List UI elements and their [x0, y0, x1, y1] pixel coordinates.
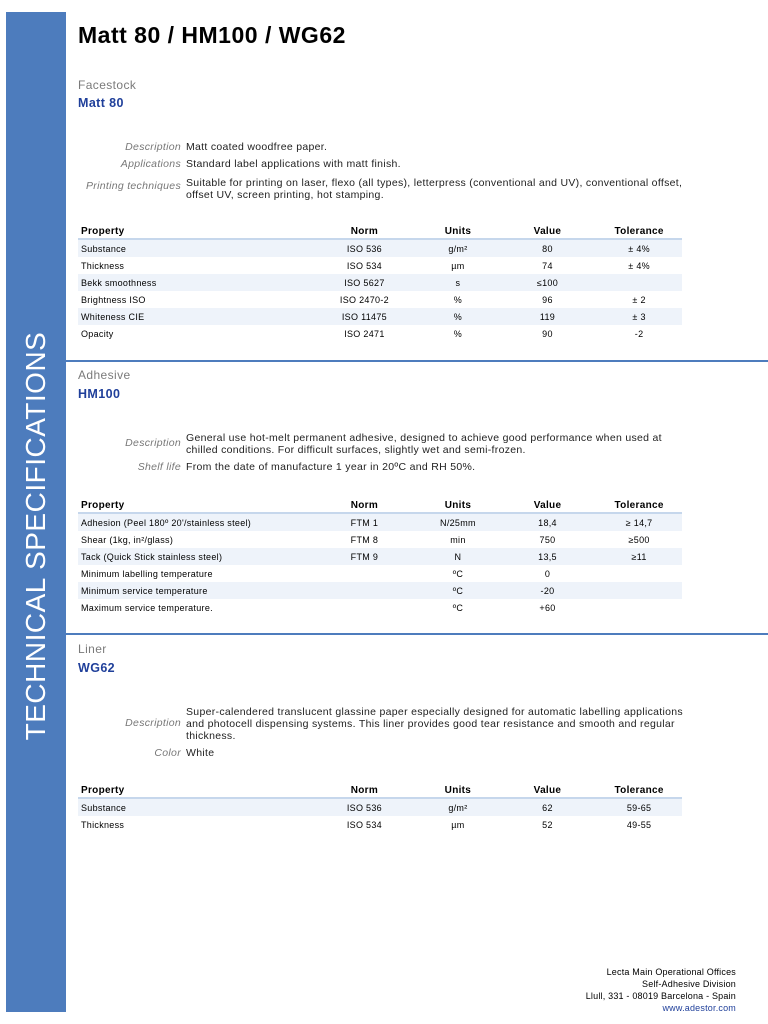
footer-office: Lecta Main Operational Offices: [606, 967, 736, 977]
tolerance-cell: ± 3: [596, 308, 682, 325]
value-cell: 90: [542, 328, 553, 339]
norm-cell: [312, 599, 417, 616]
norm-cell: FTM 9: [312, 548, 417, 565]
table-row: [78, 548, 682, 565]
tolerance-cell: [596, 274, 682, 291]
printing-techniques-value: Suitable for printing on laser, flexo (all types), letterpress (conventional and UV), conventional offset, offset UV, screen printing, hot stamping.: [186, 177, 683, 201]
col-units: Units: [417, 498, 499, 513]
property-cell: Maximum service temperature.: [81, 602, 213, 613]
table-row: [78, 257, 682, 274]
tolerance-cell: ≥ 14,7: [596, 513, 682, 531]
units-cell: µm: [451, 819, 465, 830]
value-cell: -20: [499, 582, 596, 599]
property-cell: Whiteness CIE: [78, 308, 312, 325]
section-divider: [66, 633, 768, 635]
adhesive-section-label: Adhesive: [78, 368, 131, 382]
units-cell: min: [450, 534, 466, 545]
facestock-product-name: Matt 80: [78, 96, 124, 110]
col-units: Units: [417, 783, 499, 798]
table-row: [78, 798, 682, 816]
adhesive-table: [78, 498, 682, 616]
table-row: [78, 274, 682, 291]
table-row: [78, 565, 682, 582]
col-tolerance: Tolerance: [596, 783, 682, 798]
color-key: Color: [154, 747, 181, 759]
adhesive-product-name: HM100: [78, 387, 121, 401]
col-property: Property: [78, 498, 312, 513]
description-value: Super-calendered translucent glassine paper especially designed for automatic labelling applications and photocell dispensing systems. This liner provides good tear resistance and smooth and regular thickness.: [186, 706, 683, 742]
norm-cell: [312, 565, 417, 582]
sidebar: [0, 0, 66, 1012]
table-row: [78, 599, 682, 616]
footer-address: Llull, 331 - 08019 Barcelona - Spain: [585, 991, 736, 1001]
footer: [586, 966, 736, 1014]
facestock-section-label: Facestock: [78, 78, 137, 92]
norm-cell: FTM 8: [350, 534, 379, 545]
norm-cell: ISO 534: [346, 819, 382, 830]
table-row: [78, 582, 682, 599]
property-cell: Brightness ISO: [81, 294, 146, 305]
section-divider: [66, 360, 768, 362]
table-row: [78, 291, 682, 308]
value-cell: 750: [539, 534, 556, 545]
units-cell: g/m²: [417, 239, 499, 257]
col-norm: Norm: [312, 783, 417, 798]
col-tolerance: Tolerance: [596, 224, 682, 239]
norm-cell: FTM 1: [312, 513, 417, 531]
facestock-table: [78, 224, 682, 342]
norm-cell: ISO 536: [312, 798, 417, 816]
table-row: [78, 308, 682, 325]
tolerance-cell: ± 4%: [628, 260, 650, 271]
table-row: [78, 513, 682, 531]
liner-product-name: WG62: [78, 661, 116, 675]
property-cell: Thickness: [81, 260, 125, 271]
col-units: Units: [417, 224, 499, 239]
applications-key: Applications: [120, 158, 181, 170]
printing-techniques-key: Printing techniques: [85, 180, 181, 192]
property-cell: Thickness: [81, 819, 125, 830]
col-value: Value: [499, 498, 596, 513]
property-cell: Substance: [78, 798, 312, 816]
units-cell: ºC: [452, 568, 464, 579]
norm-cell: ISO 534: [346, 260, 382, 271]
value-cell: +60: [539, 602, 556, 613]
norm-cell: ISO 536: [312, 239, 417, 257]
value-cell: 74: [542, 260, 553, 271]
units-cell: N/25mm: [417, 513, 499, 531]
table-header-row: [78, 498, 682, 513]
tolerance-cell: [596, 565, 682, 582]
page-title: Matt 80 / HM100 / WG62: [78, 22, 346, 48]
tolerance-cell: 59-65: [596, 798, 682, 816]
table-row: [78, 325, 682, 342]
units-cell: %: [417, 308, 499, 325]
norm-cell: ISO 2471: [344, 328, 385, 339]
shelf-life-key: Shelf life: [137, 461, 181, 473]
col-tolerance: Tolerance: [596, 498, 682, 513]
value-cell: ≤100: [499, 274, 596, 291]
units-cell: ºC: [452, 602, 464, 613]
description-key: Description: [125, 141, 181, 153]
footer-website-link[interactable]: www.adestor.com: [662, 1003, 736, 1013]
liner-section-label: Liner: [78, 642, 107, 656]
value-cell: 18,4: [499, 513, 596, 531]
norm-cell: ISO 5627: [312, 274, 417, 291]
description-key: Description: [125, 717, 181, 729]
col-value: Value: [499, 224, 596, 239]
units-cell: s: [417, 274, 499, 291]
sidebar-title: TECHNICAL SPECIFICATIONS: [20, 331, 51, 741]
value-cell: 62: [499, 798, 597, 816]
description-key: Description: [125, 437, 181, 449]
table-row: [78, 816, 682, 833]
units-cell: g/m²: [417, 798, 499, 816]
property-cell: Opacity: [81, 328, 114, 339]
value-cell: 119: [499, 308, 596, 325]
property-cell: Tack (Quick Stick stainless steel): [78, 548, 312, 565]
applications-value: Standard label applications with matt finish.: [186, 158, 401, 170]
tolerance-cell: ≥11: [596, 548, 682, 565]
value-cell: 13,5: [499, 548, 596, 565]
tolerance-cell: -2: [634, 328, 644, 339]
tolerance-cell: ≥500: [628, 534, 650, 545]
col-norm: Norm: [312, 498, 417, 513]
value-cell: 96: [542, 294, 553, 305]
property-cell: Adhesion (Peel 180º 20'/stainless steel): [78, 513, 312, 531]
description-value: Matt coated woodfree paper.: [186, 141, 328, 153]
col-property: Property: [78, 224, 312, 239]
tolerance-cell: [596, 599, 682, 616]
table-header-row: [78, 783, 682, 798]
property-cell: Minimum service temperature: [78, 582, 312, 599]
units-cell: %: [453, 294, 463, 305]
units-cell: N: [417, 548, 499, 565]
value-cell: 0: [544, 568, 551, 579]
property-cell: Bekk smoothness: [78, 274, 312, 291]
units-cell: µm: [451, 260, 465, 271]
description-value: General use hot-melt permanent adhesive, designed to achieve good performance when used at chilled conditions. For difficult surfaces, slightly wet and semi-frozen.: [186, 432, 662, 456]
norm-cell: [312, 582, 417, 599]
norm-cell: ISO 2470-2: [339, 294, 389, 305]
tolerance-cell: 49-55: [626, 819, 652, 830]
units-cell: %: [453, 328, 463, 339]
liner-table: [78, 783, 682, 833]
table-header-row: [78, 224, 682, 239]
tolerance-cell: [596, 582, 682, 599]
col-value: Value: [499, 783, 597, 798]
property-cell: Shear (1kg, in²/glass): [81, 534, 174, 545]
property-cell: Minimum labelling temperature: [81, 568, 213, 579]
color-value: White: [186, 747, 215, 759]
tolerance-cell: ± 4%: [596, 239, 682, 257]
table-row: [78, 531, 682, 548]
units-cell: ºC: [417, 582, 499, 599]
value-cell: 80: [499, 239, 596, 257]
col-property: Property: [78, 783, 312, 798]
shelf-life-value: From the date of manufacture 1 year in 20ºC and RH 50%.: [186, 461, 476, 473]
norm-cell: ISO 11475: [312, 308, 417, 325]
tolerance-cell: ± 2: [632, 294, 646, 305]
col-norm: Norm: [312, 224, 417, 239]
footer-division: Self-Adhesive Division: [642, 979, 736, 989]
table-row: [78, 239, 682, 257]
value-cell: 52: [542, 819, 553, 830]
property-cell: Substance: [78, 239, 312, 257]
